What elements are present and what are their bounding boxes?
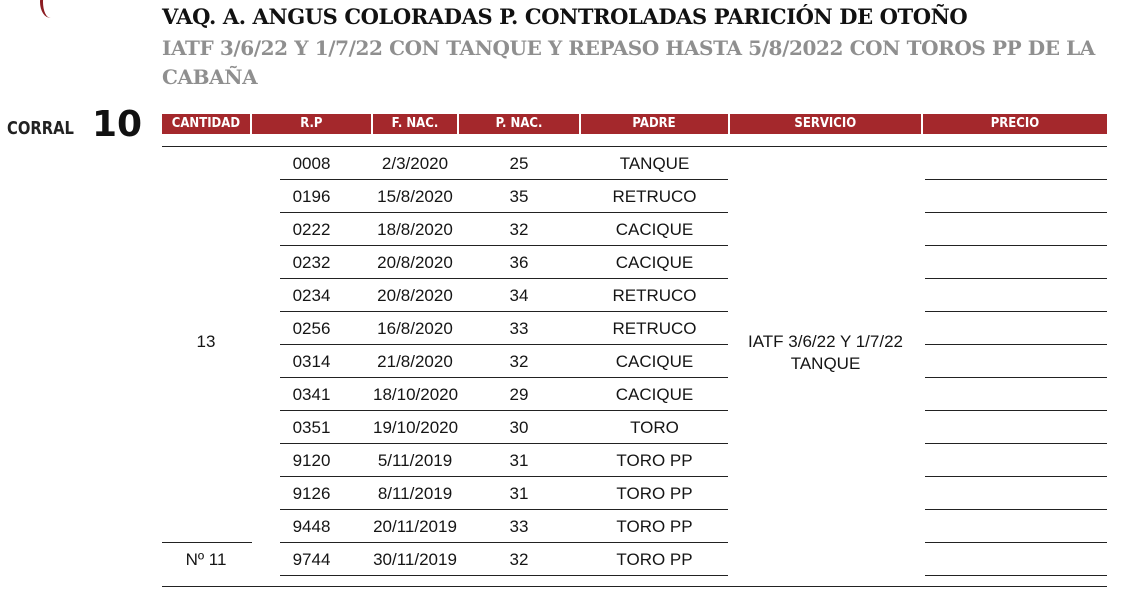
column-header-cantidad	[162, 114, 250, 134]
cell-rp: 9744	[292, 550, 331, 569]
cell-pnac: 34	[509, 286, 529, 305]
cell-fnac: 20/8/2020	[377, 253, 453, 272]
precio-blank-line	[925, 212, 1107, 213]
precio-blank-line	[925, 179, 1107, 180]
cell-rp: 0314	[292, 352, 331, 371]
corral-number: 10	[92, 104, 143, 145]
column-header-label: PRECIO	[990, 116, 1040, 131]
precio-blank-line	[925, 542, 1107, 543]
cell-pnac: 33	[509, 319, 529, 338]
cell-rp: 0222	[292, 220, 331, 239]
cell-rp: 0232	[292, 253, 331, 272]
precio-blank-line	[925, 410, 1107, 411]
precio-blank-line	[925, 443, 1107, 444]
servicio-line-1: IATF 3/6/22 Y 1/7/22	[748, 332, 903, 351]
cell-fnac: 8/11/2019	[377, 484, 453, 503]
precio-blank-line	[925, 509, 1107, 510]
cell-padre: CACIQUE	[615, 385, 694, 404]
cell-pnac: 32	[509, 220, 529, 239]
column-header-rp	[252, 114, 371, 134]
precio-blank-line	[925, 575, 1107, 576]
table-bottom-rule	[162, 586, 1107, 587]
cell-padre: TANQUE	[619, 154, 690, 173]
precio-blank-line	[925, 278, 1107, 279]
servicio-line-2: TANQUE	[790, 354, 861, 373]
precio-blank-line	[925, 476, 1107, 477]
cell-rp: 9126	[292, 484, 331, 503]
cell-pnac: 35	[509, 187, 529, 206]
cell-fnac: 21/8/2020	[377, 352, 453, 371]
cell-rp: 0256	[292, 319, 331, 338]
cell-padre: TORO PP	[616, 451, 693, 470]
page-subtitle: IATF 3/6/22 Y 1/7/22 CON TANQUE Y REPASO HASTA 5/8/2022 CON TOROS PP DE LA CABAÑA	[162, 36, 1095, 89]
cell-fnac: 20/8/2020	[377, 286, 453, 305]
cell-rp: 0196	[292, 187, 331, 206]
cell-pnac: 36	[509, 253, 529, 272]
cell-padre: TORO	[630, 418, 679, 437]
cell-pnac: 29	[509, 385, 529, 404]
cell-cantidad-last: Nº 11	[185, 550, 227, 569]
column-header-pnac	[459, 114, 579, 134]
cell-rp: 9448	[292, 517, 331, 536]
column-header-label: PADRE	[632, 116, 677, 131]
group-cantidad: 13	[196, 332, 216, 351]
row-rule	[280, 575, 728, 576]
column-header-label: CANTIDAD	[171, 116, 241, 131]
cell-rp: 0351	[292, 418, 331, 437]
cell-fnac: 18/8/2020	[377, 220, 453, 239]
column-header-precio	[923, 114, 1107, 134]
cell-pnac: 32	[509, 352, 529, 371]
column-header-label: F. NAC.	[391, 116, 439, 131]
cell-rp: 0008	[292, 154, 331, 173]
cell-padre: TORO PP	[616, 550, 693, 569]
column-header-label: R.P	[300, 116, 323, 131]
cell-rp: 0234	[292, 286, 331, 305]
column-header-label: SERVICIO	[794, 116, 857, 131]
cell-fnac: 15/8/2020	[377, 187, 453, 206]
cell-padre: CACIQUE	[615, 220, 694, 239]
cell-fnac: 20/11/2019	[373, 517, 457, 536]
precio-blank-line	[925, 245, 1107, 246]
cell-fnac: 5/11/2019	[377, 451, 453, 470]
cell-padre: RETRUCO	[612, 319, 697, 338]
cell-padre: TORO PP	[616, 484, 693, 503]
group-separator	[162, 542, 252, 543]
cell-fnac: 19/10/2020	[373, 418, 459, 437]
cell-rp: 0341	[292, 385, 331, 404]
group-servicio	[730, 331, 921, 375]
logo-mark	[40, 0, 61, 18]
precio-blank-line	[925, 311, 1107, 312]
cell-pnac: 31	[509, 484, 529, 503]
cell-pnac: 33	[509, 517, 529, 536]
column-header-padre	[581, 114, 728, 134]
cell-rp: 9120	[292, 451, 331, 470]
column-header-label: P. NAC.	[495, 116, 543, 131]
cell-pnac: 25	[509, 154, 529, 173]
page-title: VAQ. A. ANGUS COLORADAS P. CONTROLADAS PARICIÓN DE OTOÑO	[162, 4, 968, 29]
cell-padre: CACIQUE	[615, 352, 694, 371]
cell-fnac: 16/8/2020	[377, 319, 453, 338]
cell-fnac: 2/3/2020	[381, 154, 449, 173]
cell-padre: TORO PP	[616, 517, 693, 536]
column-header-fnac	[373, 114, 457, 134]
column-header-servicio	[730, 114, 921, 134]
cell-padre: CACIQUE	[615, 253, 694, 272]
corral-label: CORRAL	[7, 118, 74, 139]
cell-fnac: 18/10/2020	[373, 385, 459, 404]
precio-blank-line	[925, 344, 1107, 345]
cell-padre: RETRUCO	[612, 187, 697, 206]
cell-pnac: 30	[509, 418, 529, 437]
cell-pnac: 32	[509, 550, 529, 569]
cell-fnac: 30/11/2019	[373, 550, 457, 569]
cell-pnac: 31	[509, 451, 529, 470]
precio-blank-line	[925, 377, 1107, 378]
cell-padre: RETRUCO	[612, 286, 697, 305]
